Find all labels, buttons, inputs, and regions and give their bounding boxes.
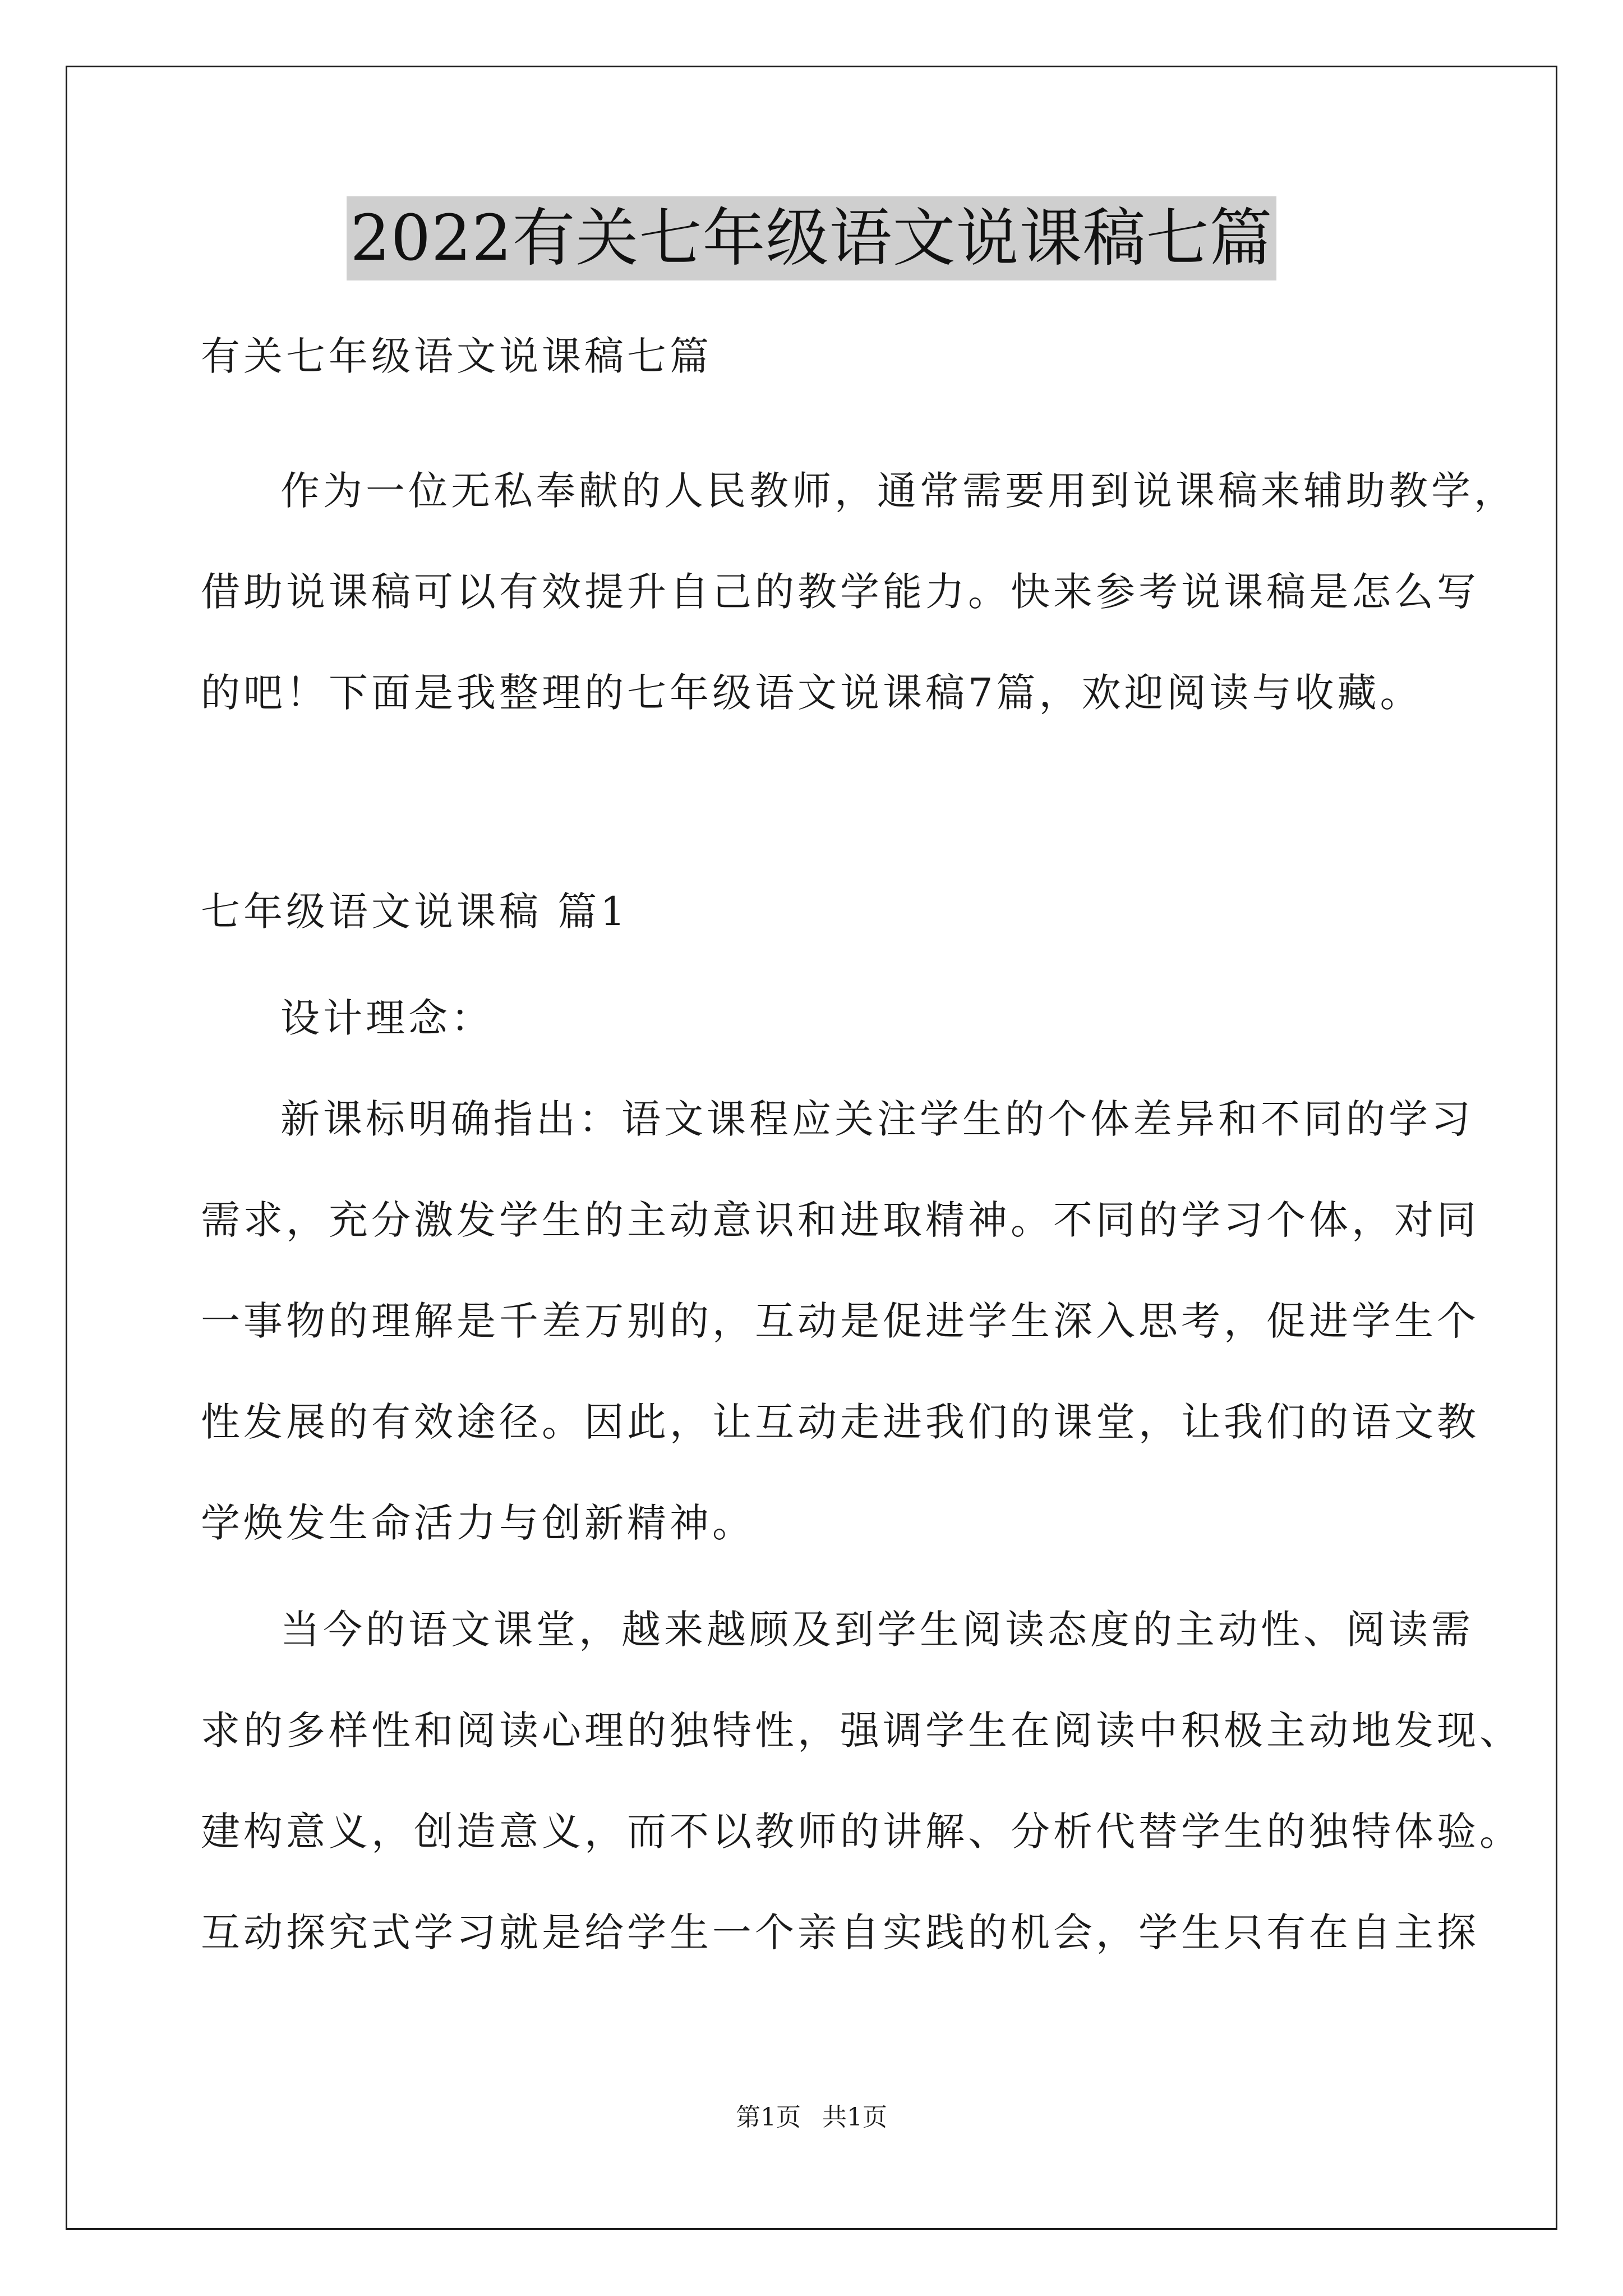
paragraph-line: 需求，充分激发学生的主动意识和进取精神。不同的学习个体，对同 <box>201 1197 1479 1243</box>
subtitle-line: 有关七年级语文说课稿七篇 <box>201 333 712 379</box>
paragraph-line: 一事物的理解是千差万别的，互动是促进学生深入思考，促进学生个 <box>201 1298 1479 1344</box>
page-footer: 第1页 共1页 <box>736 2103 887 2132</box>
paragraph-line: 互动探究式学习就是给学生一个亲自实践的机会，学生只有在自主探 <box>201 1910 1479 1955</box>
section-heading: 七年级语文说课稿 篇1 <box>201 889 629 935</box>
paragraph-line: 建构意义，创造意义，而不以教师的讲解、分析代替学生的独特体验。 <box>201 1809 1522 1855</box>
document-title-text: 2022有关七年级语文说课稿七篇 <box>347 196 1276 280</box>
paragraph-line: 求的多样性和阅读心理的独特性，强调学生在阅读中积极主动地发现、 <box>201 1708 1522 1754</box>
paragraph-line: 设计理念： <box>280 995 494 1041</box>
paragraph-line: 新课标明确指出：语文课程应关注学生的个体差异和不同的学习 <box>280 1096 1474 1142</box>
document-title <box>0 196 1623 280</box>
paragraph-line: 学焕发生命活力与创新精神。 <box>201 1500 755 1546</box>
paragraph-line: 性发展的有效途径。因此，让互动走进我们的课堂，让我们的语文教 <box>201 1399 1479 1445</box>
paragraph-line: 当今的语文课堂，越来越顾及到学生阅读态度的主动性、阅读需 <box>280 1607 1474 1653</box>
paragraph-line: 借助说课稿可以有效提升自己的教学能力。快来参考说课稿是怎么写 <box>201 569 1479 615</box>
paragraph-line: 作为一位无私奉献的人民教师，通常需要用到说课稿来辅助教学， <box>280 468 1516 514</box>
paragraph-line: 的吧！下面是我整理的七年级语文说课稿7篇，欢迎阅读与收藏。 <box>201 670 1423 716</box>
